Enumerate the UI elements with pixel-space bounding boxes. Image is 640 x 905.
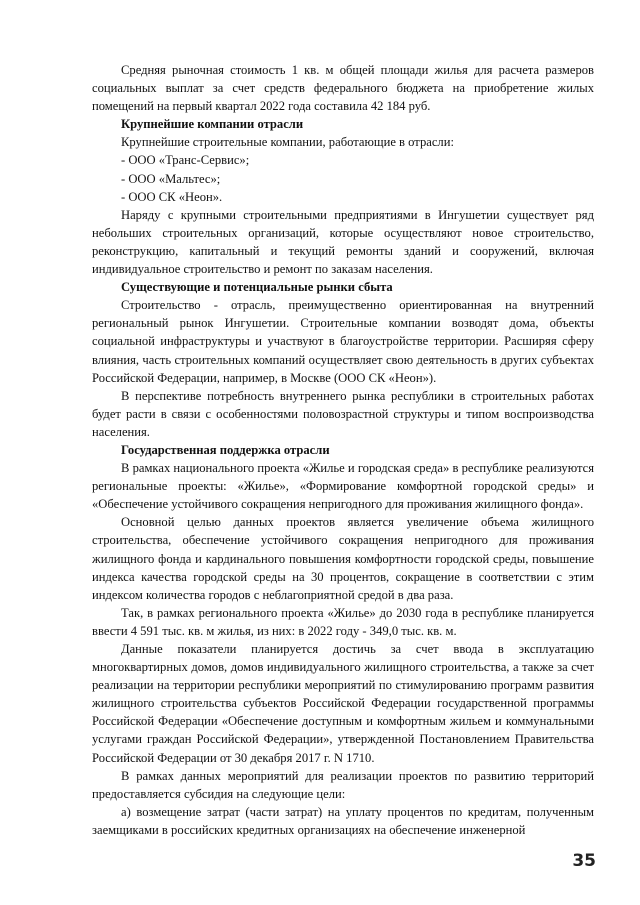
page-number: 35: [572, 851, 596, 871]
paragraph-market-outlook: В перспективе потребность внутреннего рынка республики в строительных работах будет расти в связи с особенностями половозрастной структуры и типом воспроизводства населения.: [92, 388, 594, 439]
heading-markets: Существующие и потенциальные рынки сбыта: [121, 280, 393, 295]
paragraph-small-organizations: Наряду с крупными строительными предприятиями в Ингушетии существует ряд небольших строительных организаций, которые осуществляют новое строительство, реконструкцию, капитальный и текущий ремонты зданий и сооружений, включая индивидуальное строительство и ремонт по заказам населения.: [92, 207, 594, 277]
paragraph-construction-market: Строительство - отрасль, преимущественно ориентированная на внутренний региональный рынок Ингушетии. Строительные компании возводят дома, объекты социальной инфраструктуры и участвуют в благоустройстве территории. Расширяя сферу влияния, часть строительных компаний осуществляет свою деятельность в других субъектах Российской Федерации, например, в Москве (ООО СК «Неон»).: [92, 298, 594, 385]
list-item: - ООО «Мальтес»;: [121, 171, 221, 186]
paragraph-subsidy: В рамках данных мероприятий для реализации проектов по развитию территорий предоставляется субсидия на следующие цели:: [92, 768, 594, 801]
paragraph-indicators: Данные показатели планируется достичь за счет ввода в эксплуатацию многоквартирных домов, домов индивидуального жилищного строительства, а также за счет реализации на территории республики мероприятий по стимулированию программ развития жилищного строительства субъектов Российской Федерации государственной программы Российской Федерации «Обеспечение доступным и комфортным жильем и коммунальными услугами граждан Российской Федерации», утвержденной Постановлением Правительства Российской Федерации от 30 декабря 2017 г. N 1710.: [92, 642, 594, 765]
paragraph-housing-target: Так, в рамках регионального проекта «Жилье» до 2030 года в республике планируется ввести 4 591 тыс. кв. м жилья, из них: в 2022 году - 349,0 тыс. кв. м.: [92, 605, 594, 638]
list-item: - ООО СК «Неон».: [121, 189, 223, 204]
heading-largest-companies: Крупнейшие компании отрасли: [121, 117, 304, 132]
paragraph-project-goals: Основной целью данных проектов является увеличение объема жилищного строительства, обеспечение устойчивого сокращения непригодного для проживания жилищного фонда и кардинального повышения комфортности городской среды, повышение индекса качества городской среды на 30 процентов, сокращение в соответствии с этим индексом количества городов с неблагоприятной средой в два раза.: [92, 515, 594, 602]
paragraph-national-project: В рамках национального проекта «Жилье и городская среда» в республике реализуются региональные проекты: «Жилье», «Формирование комфортной городской среды» и «Обеспечение устойчивого сокращения непригодного для проживания жилищного фонда».: [92, 461, 594, 512]
paragraph-housing-cost: Средняя рыночная стоимость 1 кв. м общей площади жилья для расчета размеров социальных выплат за счет средств федерального бюджета на приобретение жилых помещений на первый квартал 2022 года составила 42 184 руб.: [92, 63, 594, 114]
list-intro: Крупнейшие строительные компании, работающие в отрасли:: [121, 135, 454, 150]
heading-state-support: Государственная поддержка отрасли: [121, 442, 330, 457]
paragraph-subsidy-item-a: а) возмещение затрат (части затрат) на уплату процентов по кредитам, полученным заемщиками в российских кредитных организациях на обеспечение инженерной: [92, 804, 594, 837]
list-item: - ООО «Транс-Сервис»;: [121, 153, 250, 168]
document-body: [92, 61, 594, 839]
